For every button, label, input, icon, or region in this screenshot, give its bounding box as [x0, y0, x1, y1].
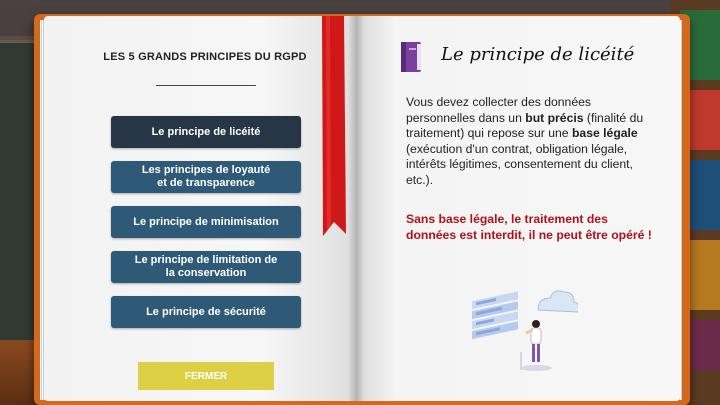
heading-divider — [156, 85, 256, 86]
paragraph-bold-text: but précis — [525, 110, 584, 125]
person-with-documents-cloud-illustration — [468, 280, 578, 378]
book-gutter — [348, 16, 364, 401]
menu-button-liceite[interactable]: Le principe de licéité — [111, 116, 301, 148]
bookmark-ribbon — [318, 16, 348, 236]
description-paragraph — [406, 95, 652, 189]
menu-button-minimisation[interactable]: Le principe de minimisation — [111, 206, 301, 238]
paragraph-bold-text: base légale — [571, 126, 638, 141]
principles-heading: LES 5 GRANDS PRINCIPES DU RGPD — [103, 51, 307, 63]
paragraph-text: (exécution d'un contrat, obligation légale, intérêts légitimes, consentement du client, etc.). — [406, 141, 633, 187]
paragraph-text: Vous devez collecter des données personnelles dans un — [406, 95, 591, 125]
menu-button-securite[interactable]: Le principe de sécurité — [111, 296, 301, 328]
menu-button-limitation-conservation[interactable]: Le principe de limitation de la conservation — [111, 251, 301, 283]
page-title: Le principe de licéité — [441, 44, 635, 65]
purple-book-icon — [398, 40, 424, 74]
warning-text: Sans base légale, le traitement des données est interdit, il ne peut être opéré ! — [406, 212, 652, 242]
paragraph-text: (finalité du traitement) qui repose sur une — [406, 110, 644, 141]
menu-button-loyaute-transparence[interactable]: Les principes de loyauté et de transparence — [111, 161, 301, 193]
close-button[interactable]: FERMER — [138, 362, 274, 390]
